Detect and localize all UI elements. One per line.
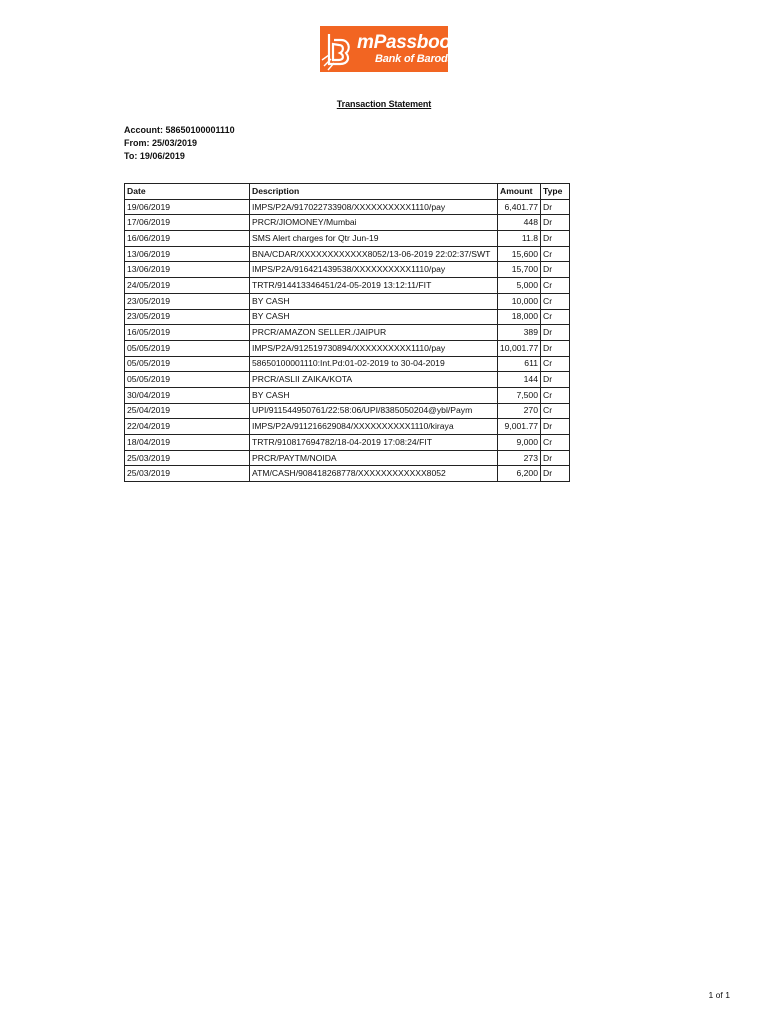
description-cell: IMPS/P2A/917022733908/XXXXXXXXXX1110/pay	[250, 199, 498, 215]
amount-cell: 270	[498, 403, 541, 419]
page-indicator: 1 of 1	[708, 990, 730, 1000]
date-cell: 30/04/2019	[125, 387, 250, 403]
date-cell: 05/05/2019	[125, 356, 250, 372]
amount-cell: 11.8	[498, 231, 541, 247]
app-name: mPassbook	[357, 32, 461, 53]
type-cell: Dr	[541, 372, 570, 388]
account-details	[124, 124, 235, 163]
description-cell: TRTR/914413346451/24-05-2019 13:12:11/FIT	[250, 278, 498, 294]
amount-cell: 10,001.77	[498, 340, 541, 356]
type-cell: Dr	[541, 340, 570, 356]
table-row	[125, 419, 570, 435]
description-cell: PRCR/ASLII ZAIKA/KOTA	[250, 372, 498, 388]
description-cell: PRCR/PAYTM/NOIDA	[250, 450, 498, 466]
type-cell: Cr	[541, 403, 570, 419]
date-cell: 25/03/2019	[125, 450, 250, 466]
description-cell: IMPS/P2A/911216629084/XXXXXXXXXX1110/kiraya	[250, 419, 498, 435]
type-cell: Dr	[541, 215, 570, 231]
description-cell: IMPS/P2A/912519730894/XXXXXXXXXX1110/pay	[250, 340, 498, 356]
column-header-amount: Amount	[498, 184, 541, 200]
description-cell: PRCR/AMAZON SELLER./JAIPUR	[250, 325, 498, 341]
amount-cell: 9,001.77	[498, 419, 541, 435]
description-cell: IMPS/P2A/916421439538/XXXXXXXXXX1110/pay	[250, 262, 498, 278]
description-cell: ATM/CASH/908418268778/XXXXXXXXXXXX8052	[250, 466, 498, 482]
type-cell: Dr	[541, 450, 570, 466]
date-cell: 16/06/2019	[125, 231, 250, 247]
description-cell: SMS Alert charges for Qtr Jun-19	[250, 231, 498, 247]
description-cell: UPI/911544950761/22:58:06/UPI/8385050204@ybl/Paym	[250, 403, 498, 419]
amount-cell: 6,401.77	[498, 199, 541, 215]
table-row	[125, 372, 570, 388]
bank-logo	[320, 26, 461, 72]
type-cell: Dr	[541, 199, 570, 215]
type-cell: Dr	[541, 231, 570, 247]
date-cell: 17/06/2019	[125, 215, 250, 231]
type-cell: Cr	[541, 293, 570, 309]
amount-cell: 18,000	[498, 309, 541, 325]
amount-cell: 7,500	[498, 387, 541, 403]
type-cell: Cr	[541, 309, 570, 325]
date-cell: 13/06/2019	[125, 262, 250, 278]
amount-cell: 611	[498, 356, 541, 372]
table-row	[125, 340, 570, 356]
amount-cell: 9,000	[498, 435, 541, 451]
date-cell: 05/05/2019	[125, 372, 250, 388]
amount-cell: 5,000	[498, 278, 541, 294]
table-row	[125, 403, 570, 419]
date-cell: 24/05/2019	[125, 278, 250, 294]
column-header-description: Description	[250, 184, 498, 200]
date-cell: 19/06/2019	[125, 199, 250, 215]
table-header-row	[125, 184, 570, 200]
table-row	[125, 325, 570, 341]
amount-cell: 15,700	[498, 262, 541, 278]
table-row	[125, 262, 570, 278]
amount-cell: 389	[498, 325, 541, 341]
type-cell: Dr	[541, 262, 570, 278]
to-date: To: 19/06/2019	[124, 151, 185, 161]
amount-cell: 144	[498, 372, 541, 388]
date-cell: 13/06/2019	[125, 246, 250, 262]
date-cell: 22/04/2019	[125, 419, 250, 435]
date-cell: 18/04/2019	[125, 435, 250, 451]
page-title: Transaction Statement	[336, 99, 432, 109]
description-cell: 58650100001110:Int.Pd:01-02-2019 to 30-04-2019	[250, 356, 498, 372]
date-cell: 05/05/2019	[125, 340, 250, 356]
date-cell: 25/04/2019	[125, 403, 250, 419]
transaction-table	[124, 183, 570, 482]
description-cell: BNA/CDAR/XXXXXXXXXXXX8052/13-06-2019 22:02:37/SWT	[250, 246, 498, 262]
from-date: From: 25/03/2019	[124, 138, 198, 148]
table-row	[125, 199, 570, 215]
account-number: Account: 58650100001110	[124, 125, 235, 135]
type-cell: Dr	[541, 419, 570, 435]
amount-cell: 6,200	[498, 466, 541, 482]
type-cell: Cr	[541, 356, 570, 372]
amount-cell: 15,600	[498, 246, 541, 262]
table-row	[125, 309, 570, 325]
description-cell: BY CASH	[250, 387, 498, 403]
transaction-rows	[125, 199, 570, 481]
table-row	[125, 246, 570, 262]
table-row	[125, 435, 570, 451]
description-cell: BY CASH	[250, 309, 498, 325]
table-row	[125, 293, 570, 309]
table-row	[125, 356, 570, 372]
table-row	[125, 450, 570, 466]
amount-cell: 273	[498, 450, 541, 466]
description-cell: TRTR/910817694782/18-04-2019 17:08:24/FIT	[250, 435, 498, 451]
bank-name: Bank of Baroda	[375, 53, 454, 65]
date-cell: 25/03/2019	[125, 466, 250, 482]
table-row	[125, 215, 570, 231]
table-row	[125, 466, 570, 482]
column-header-type: Type	[541, 184, 570, 200]
description-cell: PRCR/JIOMONEY/Mumbai	[250, 215, 498, 231]
table-row	[125, 231, 570, 247]
description-cell: BY CASH	[250, 293, 498, 309]
type-cell: Dr	[541, 466, 570, 482]
type-cell: Cr	[541, 387, 570, 403]
baroda-sun-logo-icon	[320, 26, 356, 72]
type-cell: Cr	[541, 278, 570, 294]
type-cell: Cr	[541, 246, 570, 262]
date-cell: 23/05/2019	[125, 309, 250, 325]
date-cell: 23/05/2019	[125, 293, 250, 309]
column-header-date: Date	[125, 184, 250, 200]
amount-cell: 448	[498, 215, 541, 231]
date-cell: 16/05/2019	[125, 325, 250, 341]
table-row	[125, 387, 570, 403]
table-row	[125, 278, 570, 294]
amount-cell: 10,000	[498, 293, 541, 309]
type-cell: Dr	[541, 325, 570, 341]
type-cell: Cr	[541, 435, 570, 451]
